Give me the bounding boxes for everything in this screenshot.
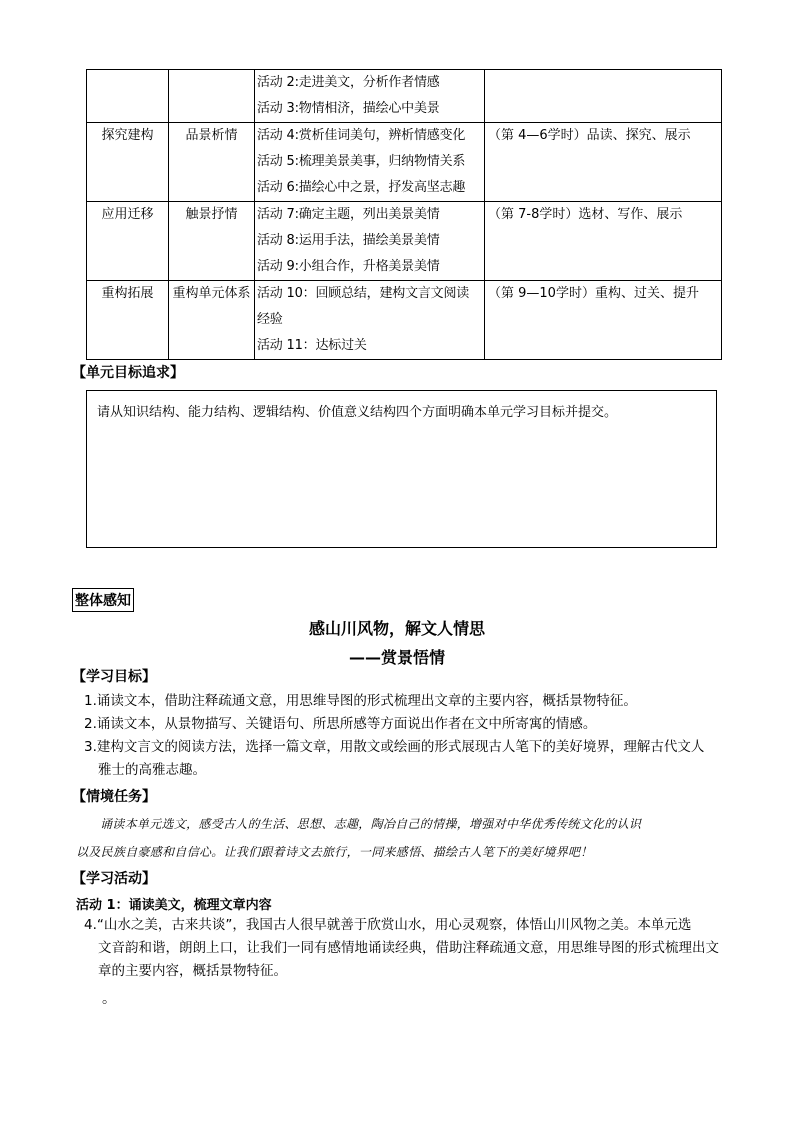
- objective-item: 3.建构文言文的阅读方法，选择一篇文章，用散文或绘画的形式展现古人笔下的美好境界，理解古代文人: [84, 739, 705, 755]
- activity1-line: 章的主要内容，概括景物特征。: [98, 963, 287, 979]
- activity1-line: 文音韵和谐，朗朗上口，让我们一同有感情地诵读经典，借助注释疏通文意，用思维导图的形式梳理出文: [98, 940, 719, 956]
- schedule-cell: （第 4—6学时）品读、探究、展示: [485, 123, 722, 202]
- stage-cell: 重构拓展: [87, 281, 169, 360]
- stage-cell: 探究建构: [87, 123, 169, 202]
- topic-cell: [169, 70, 255, 123]
- activity1-body: [84, 914, 724, 983]
- activities-cell: [255, 123, 485, 202]
- objective-item: 1.诵读文本，借助注释疏通文意，用思维导图的形式梳理出文章的主要内容，概括景物特征。: [84, 693, 637, 709]
- activity-line: 活动 5:梳理美景美事，归纳物情关系: [257, 154, 466, 169]
- situation-heading: 【情境任务】: [72, 789, 156, 805]
- unit-goal-box: [86, 390, 717, 548]
- objectives-heading: 【学习目标】: [72, 669, 156, 685]
- activities-cell: [255, 70, 485, 123]
- activity-line: 经验: [257, 312, 283, 327]
- objective-item: 2.诵读文本，从景物描写、关键语句、所思所感等方面说出作者在文中所寄寓的情感。: [84, 716, 597, 732]
- activity1-title: 活动 1：诵读美文，梳理文章内容: [76, 898, 272, 913]
- lesson-subtitle: ——赏景悟情: [348, 648, 445, 667]
- trailing-mark: 。: [102, 991, 116, 1007]
- topic-cell: 触景抒情: [169, 202, 255, 281]
- lesson-title: 感山川风物，解文人情思: [308, 619, 485, 638]
- table-row: [87, 123, 722, 202]
- activities-cell: [255, 281, 485, 360]
- situation-line: 以及民族自豪感和自信心。让我们跟着诗文去旅行，一同来感悟、描绘古人笔下的美好境界吧！: [76, 845, 593, 859]
- section-tag: 整体感知: [72, 588, 134, 612]
- activity-line: 活动 2:走进美文，分析作者情感: [257, 75, 440, 90]
- activity-line: 活动 7:确定主题，列出美景美情: [257, 207, 440, 222]
- schedule-cell: [485, 70, 722, 123]
- activity-line: 活动 11：达标过关: [257, 338, 367, 353]
- schedule-cell: （第 9—10学时）重构、过关、提升: [485, 281, 722, 360]
- unit-goal-prompt: 请从知识结构、能力结构、逻辑结构、价值意义结构四个方面明确本单元学习目标并提交。: [97, 405, 618, 420]
- stage-cell: 应用迁移: [87, 202, 169, 281]
- activity-line: 活动 3:物情相济，描绘心中美景: [257, 101, 440, 116]
- objectives-list: [84, 690, 724, 782]
- activity1-line: 4.“山水之美，古来共谈”，我国古人很早就善于欣赏山水，用心灵观察，体悟山川风物之美。本单元选: [84, 917, 692, 933]
- topic-cell: 重构单元体系: [169, 281, 255, 360]
- activities-cell: [255, 202, 485, 281]
- situation-line: 诵读本单元选文，感受古人的生活、思想、志趣，陶冶自己的情操，增强对中华优秀传统文化的认识: [100, 817, 642, 831]
- activities-heading: 【学习活动】: [72, 871, 156, 887]
- table-row: [87, 202, 722, 281]
- activity-line: 活动 8:运用手法，描绘美景美情: [257, 233, 440, 248]
- activity-line: 活动 4:赏析佳词美句，辨析情感变化: [257, 128, 466, 143]
- unit-plan-table: [86, 69, 722, 360]
- objective-item: 雅士的高雅志趣。: [98, 762, 206, 778]
- activity-line: 活动 9:小组合作，升格美景美情: [257, 259, 440, 274]
- topic-cell: 品景析情: [169, 123, 255, 202]
- schedule-cell: （第 7-8学时）选材、写作、展示: [485, 202, 722, 281]
- stage-cell: [87, 70, 169, 123]
- situation-text: [76, 810, 726, 866]
- activity-line: 活动 10：回顾总结，建构文言文阅读: [257, 286, 470, 301]
- activity-line: 活动 6:描绘心中之景，抒发高坚志趣: [257, 180, 466, 195]
- table-row: [87, 70, 722, 123]
- unit-goal-heading: 【单元目标追求】: [72, 365, 184, 381]
- table-row: [87, 281, 722, 360]
